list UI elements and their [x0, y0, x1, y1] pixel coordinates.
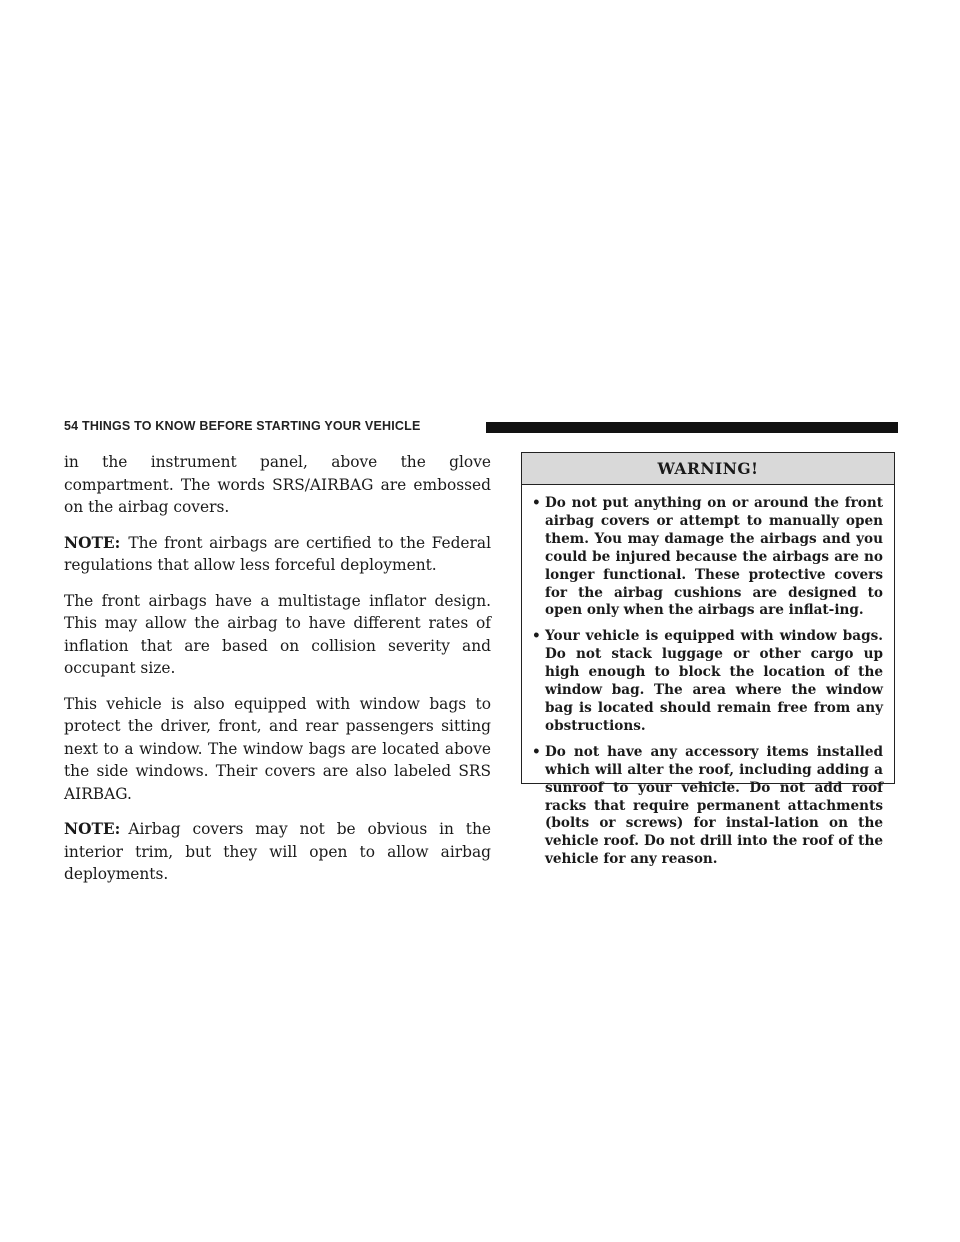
warning-list: [522, 485, 894, 869]
note-text: Airbag covers may not be obvious in the interior trim, but they will open to allow airbag deployments.: [64, 820, 491, 883]
paragraph-glove-compartment: in the instrument panel, above the glove compartment. The words SRS/AIRBAG are embossed on the airbag covers.: [64, 453, 491, 516]
warning-item: [530, 744, 883, 869]
page-header: [64, 418, 898, 436]
warning-item: [530, 628, 883, 735]
note-text: The front airbags are certified to the Federal regulations that allow less forceful deployment.: [64, 533, 491, 574]
note-certified: [64, 532, 491, 577]
body-column: [64, 451, 491, 899]
warning-text: Your vehicle is equipped with window bags. Do not stack luggage or other cargo up high enough to block the location of the window bag. The area where the window bag is located should remain free from any obstructions.: [545, 628, 883, 734]
section-title: THINGS TO KNOW BEFORE STARTING YOUR VEHICLE: [82, 419, 421, 433]
note-label: NOTE:: [64, 820, 121, 838]
header-rule: [486, 422, 898, 433]
bullet-icon: •: [532, 743, 541, 760]
bullet-icon: •: [532, 628, 541, 645]
header-text: [64, 419, 420, 433]
paragraph-inflator: The front airbags have a multistage inflator design. This may allow the airbag to have different rates of inflation that are based on collision severity and occupant size.: [64, 591, 491, 677]
note-label: NOTE:: [64, 533, 121, 552]
bullet-icon: •: [532, 495, 541, 511]
warning-item: [530, 495, 883, 620]
warning-box: [521, 452, 895, 868]
note-covers: [64, 818, 491, 886]
page-number: 54: [64, 419, 79, 433]
paragraph-window-bags: This vehicle is also equipped with window bags to protect the driver, front, and rear passengers sitting next to a window. The window bags are located above the side windows. Their covers are also labeled SRS AIRBAG.: [64, 694, 491, 803]
warning-title: WARNING!: [522, 453, 894, 485]
warning-text: Do not have any accessory items installed which will alter the roof, including adding a sunroof to your vehicle. Do not add roof racks that require permanent attachments (bolts or screws) for instal-lation on the vehicle roof. Do not drill into the roof of the vehicle for any reason.: [545, 743, 883, 868]
warning-text: Do not put anything on or around the front airbag covers or attempt to manually open them. You may damage the airbags and you could be injured because the airbags are no longer functional. These protective covers for the airbag cushions are designed to open only when the airbags are inflat-ing.: [545, 495, 883, 619]
